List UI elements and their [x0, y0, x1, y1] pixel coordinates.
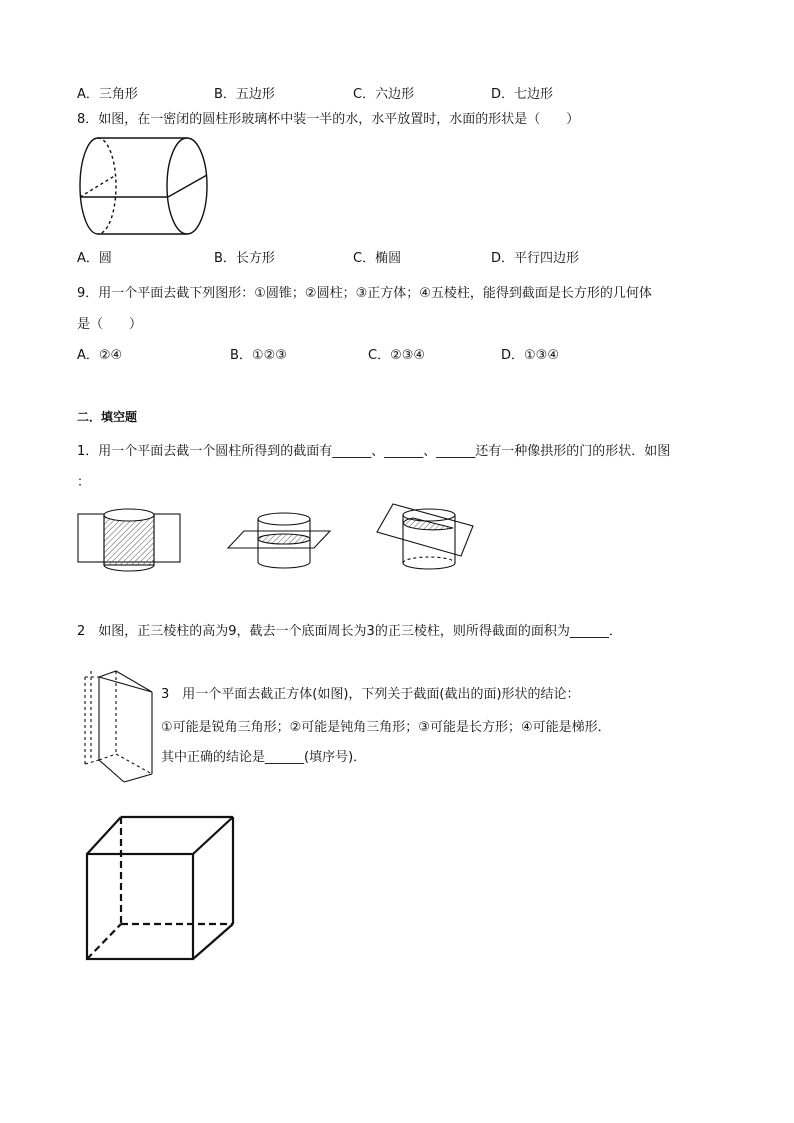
cylinder-oblique-section-figure [377, 502, 475, 574]
q9-option-a: A．②④ [77, 348, 123, 363]
cube-figure [84, 814, 236, 962]
fill2-text: 2 如图，正三棱柱的高为9，截去一个底面周长为3的正三棱柱，则所得截面的面积为______． [77, 624, 622, 639]
q8-option-d: D．平行四边形 [491, 251, 580, 266]
q9-option-c: C．②③④ [368, 348, 426, 363]
cylinder-horizontal-section-figure [228, 508, 330, 574]
q7-option-c: C．六边形 [353, 87, 415, 102]
q9-option-d: D．①③④ [501, 348, 559, 363]
q8-option-c: C．椭圆 [353, 251, 402, 266]
cylinder-vertical-section-figure [78, 505, 182, 575]
q8-option-a: A．圆 [77, 251, 112, 266]
q7-option-a: A．三角形 [77, 87, 138, 102]
q8-stem: 8．如图，在一密闭的圆柱形玻璃杯中装一半的水，水平放置时，水面的形状是（ ） [77, 112, 580, 127]
triangular-prism-figure [82, 670, 156, 784]
fill1-line1: 1．用一个平面去截一个圆柱所得到的截面有______、______、______还有一种像拱形的门的形状．如图 [77, 444, 671, 459]
q9-stem-line1: 9．用一个平面去截下列图形：①圆锥；②圆柱；③正方体；④五棱柱，能得到截面是长方形的几何体 [77, 286, 652, 301]
section-title: 二．填空题 [77, 410, 138, 424]
fill3-line1: 3 用一个平面去截正方体(如图)，下列关于截面(截出的面)形状的结论： [161, 687, 580, 702]
q7-option-b: B．五边形 [214, 87, 275, 102]
fill3-line2: ①可能是锐角三角形；②可能是钝角三角形；③可能是长方形；④可能是梯形． [161, 720, 611, 735]
q9-option-b: B．①②③ [230, 348, 287, 363]
fill3-line3: 其中正确的结论是______(填序号)． [161, 750, 367, 765]
fill1-line2: ： [77, 475, 91, 490]
q7-option-d: D．七边形 [491, 87, 554, 102]
q8-option-b: B．长方形 [214, 251, 275, 266]
q9-stem-line2: 是（ ） [77, 317, 143, 332]
cylinder-half-water-figure [77, 133, 217, 239]
